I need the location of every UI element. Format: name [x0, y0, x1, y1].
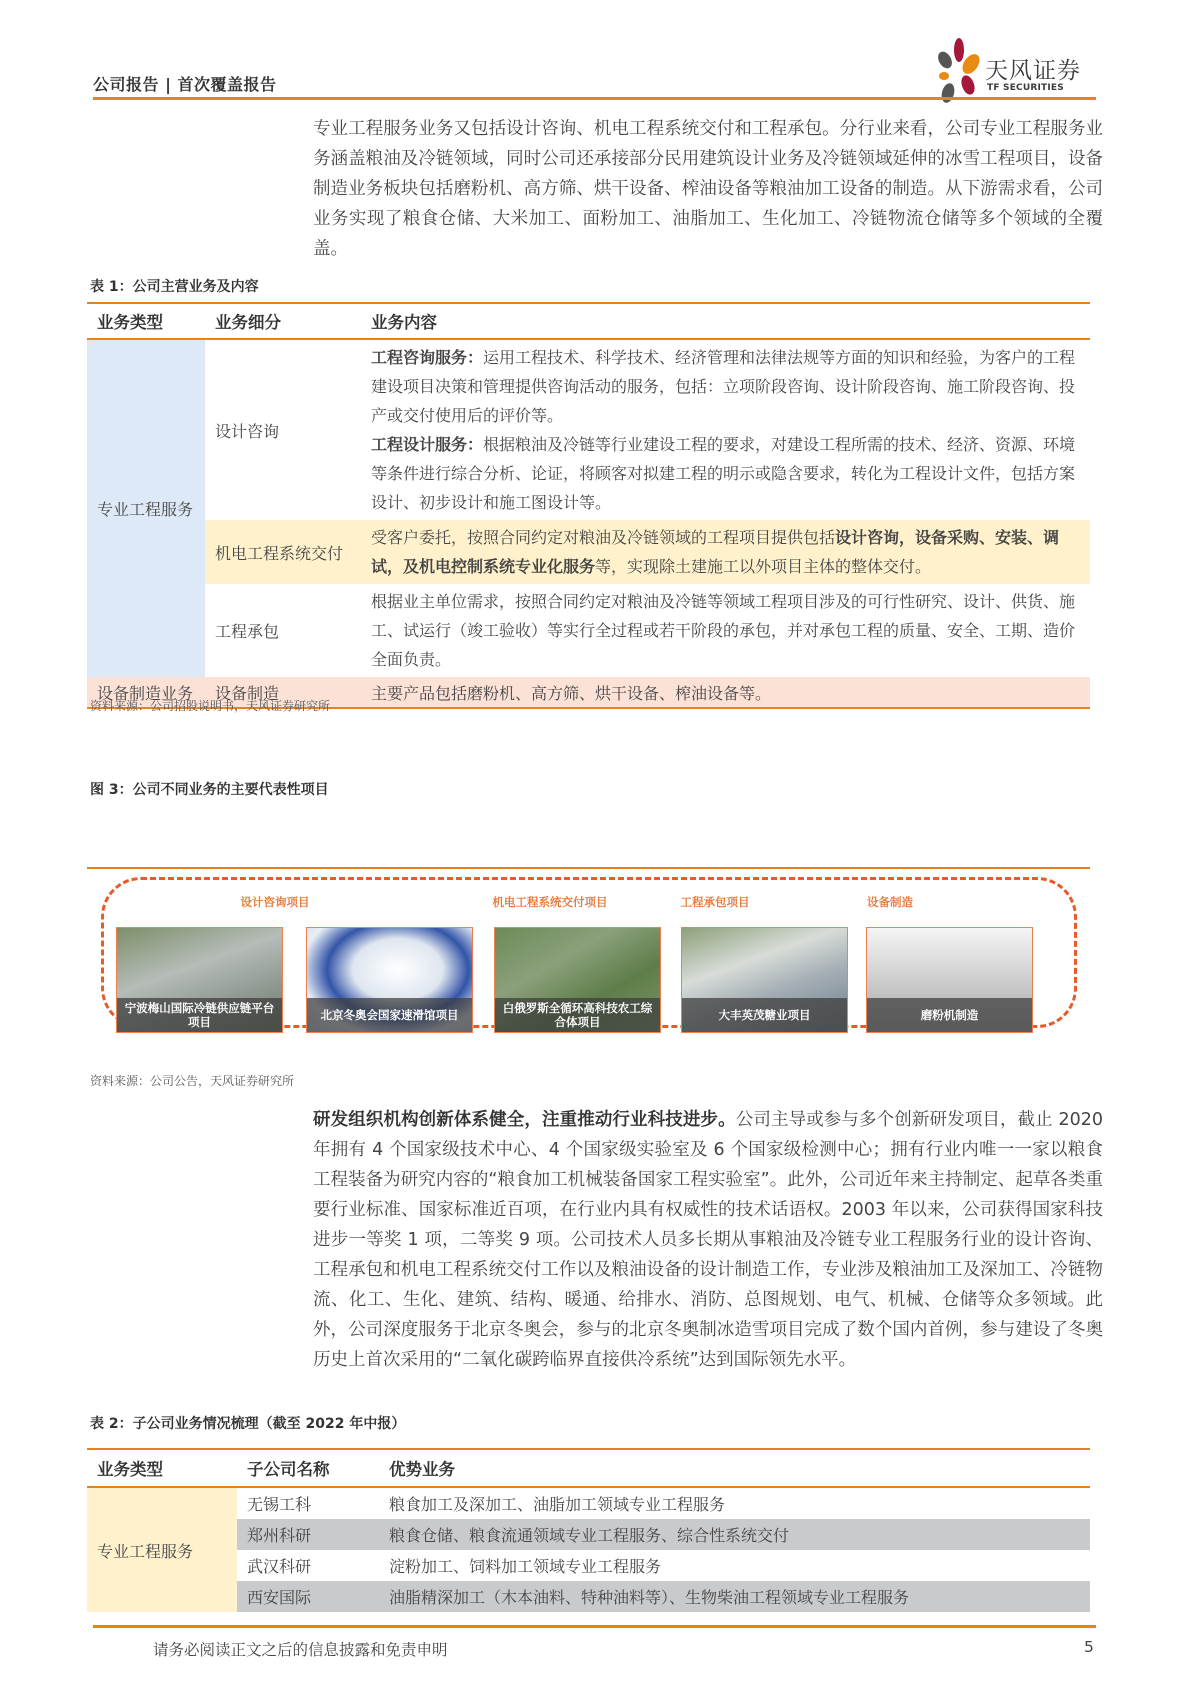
fig-col-title: 设备制造	[867, 895, 913, 909]
cell-business: 粮食仓储、粮食流通领域专业工程服务、综合性系统交付	[389, 1526, 790, 1545]
cell-content	[361, 339, 1090, 520]
col-header-content: 业务内容	[361, 303, 1090, 339]
cell-content: 主要产品包括磨粉机、高方筛、烘干设备、榨油设备等。	[361, 677, 1090, 708]
table1-source: 资料来源：公司招股说明书，天风证券研究所	[90, 699, 331, 713]
intro-paragraph: 专业工程服务业务又包括设计咨询、机电工程系统交付和工程承包。分行业来看，公司专业工程服务业务涵盖粮油及冷链领域，同时公司还承接部分民用建筑设计业务及冷链领域延伸的冰雪工程项目，设备制造业务板块包括磨粉机、高方筛、烘干设备、榨油设备等粮油加工设备的制造。从下游需求看，公司业务实现了粮食仓储、大米加工、面粉加工、油脂加工、生化加工、冷链物流仓储等多个领域的全覆盖。	[313, 119, 1103, 259]
cell-sub: 设计咨询	[215, 421, 280, 441]
project-image-label: 磨粉机制造	[867, 998, 1032, 1032]
project-image	[306, 927, 473, 1033]
content-text: 等，实现除土建施工以外项目主体的整体交付。	[595, 557, 932, 576]
fig-col-title: 工程承包项目	[680, 895, 750, 909]
rd-paragraph	[313, 1105, 1103, 1375]
logo-text-cn: 天风证券	[985, 58, 1081, 84]
col-header-type: 业务类型	[87, 303, 205, 339]
cell-sub: 设备制造	[205, 677, 361, 708]
cell-content	[361, 520, 1090, 584]
project-image	[116, 927, 283, 1033]
project-image-label: 北京冬奥会国家速滑馆项目	[307, 998, 472, 1032]
table-row	[87, 1581, 1090, 1612]
cell-business: 油脂精深加工（木本油料、特种油料等）、生物柴油工程领域专业工程服务	[389, 1588, 910, 1607]
table2-caption: 表 2：子公司业务情况梳理（截至 2022 年中报）	[90, 1416, 406, 1432]
col-header-name: 子公司名称	[237, 1449, 379, 1487]
logo-text-en: TF SECURITIES	[987, 83, 1064, 93]
content-text: 受客户委托，按照合同约定对粮油及冷链领域的工程项目提供包括	[371, 528, 836, 547]
cell-sub: 机电工程系统交付	[215, 543, 344, 563]
table-header-row	[87, 1449, 1090, 1487]
col-header-business: 优势业务	[379, 1449, 1090, 1487]
cell-type: 专业工程服务	[87, 1487, 237, 1612]
project-image	[866, 927, 1033, 1033]
table1-caption: 表 1：公司主营业务及内容	[90, 279, 259, 295]
content-text: 运用工程技术、科学技术、经济管理和法律法规等方面的知识和经验，为客户的工程建设项目决策和管理提供咨询活动的服务，包括：立项阶段咨询、设计阶段咨询、施工阶段咨询、投产或交付使用后的评价等。	[371, 348, 1076, 425]
figure3-caption: 图 3：公司不同业务的主要代表性项目	[90, 782, 329, 798]
figure-divider	[87, 867, 1090, 869]
footer-divider	[93, 1625, 1096, 1628]
cell-name: 西安国际	[247, 1588, 312, 1607]
rd-lead: 研发组织机构创新体系健全，注重推动行业科技进步。	[313, 1110, 736, 1130]
tf-securities-logo	[935, 38, 1105, 104]
content-heading: 工程咨询服务：	[371, 348, 484, 367]
table-row	[87, 520, 1090, 584]
cell-name: 郑州科研	[247, 1526, 312, 1545]
cell-business: 淀粉加工、饲料加工领域专业工程服务	[389, 1557, 662, 1576]
cell-business: 粮食加工及深加工、油脂加工领域专业工程服务	[389, 1495, 726, 1514]
project-image-label: 大丰英茂糖业项目	[682, 998, 847, 1032]
flower-logo-icon	[935, 38, 983, 104]
content-text: 根据粮油及冷链等行业建设工程的要求，对建设工程所需的技术、经济、资源、环境等条件进行综合分析、论证，将顾客对拟建工程的明示或隐含要求，转化为工程设计文件，包括方案设计、初步设计和施工图设计等。	[371, 435, 1076, 512]
table-row	[87, 339, 1090, 520]
cell-sub: 工程承包	[215, 622, 280, 641]
project-image	[494, 927, 661, 1033]
col-header-sub: 业务细分	[205, 303, 361, 339]
project-image-label: 白俄罗斯全循环高科技农工综合体项目	[495, 998, 660, 1032]
project-image-label: 宁波梅山国际冷链供应链平台项目	[117, 998, 282, 1032]
table-row	[87, 1519, 1090, 1550]
header-divider	[93, 97, 1096, 100]
col-header-type: 业务类型	[87, 1449, 237, 1487]
rd-text: 公司主导或参与多个创新研发项目，截止 2020 年拥有 4 个国家级技术中心、4 个国家级实验室及 6 个国家级检测中心；拥有行业内唯一一家以粮食工程装备为研究内容的“粮食加工机械装备国家工程实验室”。此外，公司近年来主持制定、起草各类重要行业标准、国家标准近百项，在行业内具有权威性的技术话语权。2003 年以来，公司获得国家科技进步一等奖 1 项，二等奖 9 项。公司技术人员多长期从事粮油及冷链专业工程服务行业的设计咨询、工程承包和机电工程系统交付工作以及粮油设备的设计制造工作，专业涉及粮油加工及深加工、冷链物流、化工、生化、建筑、结构、暖通、给排水、消防、总图规划、电气、机械、仓储等众多领域。此外，公司深度服务于北京冬奥会，参与的北京冬奥制冰造雪项目完成了数个国内首例，参与建设了冬奥历史上首次采用的“二氧化碳跨临界直接供冷系统”达到国际领先水平。	[313, 1110, 1103, 1370]
table-header-row	[87, 303, 1090, 339]
footer-disclaimer: 请务必阅读正文之后的信息披露和免责申明	[153, 1641, 448, 1659]
cell-type: 专业工程服务	[87, 339, 205, 677]
cell-name: 武汉科研	[247, 1557, 312, 1576]
report-type-header: 公司报告 | 首次覆盖报告	[93, 75, 277, 94]
cell-content: 根据业主单位需求，按照合同约定对粮油及冷链等领域工程项目涉及的可行性研究、设计、供货、施工、试运行（竣工验收）等实行全过程或若干阶段的承包，并对承包工程的质量、安全、工期、造价全面负责。	[371, 592, 1076, 669]
content-bold-text: 设计咨询，设备采购、安装、调试，及机电控制系统专业化服务	[371, 528, 1060, 576]
subsidiary-table	[87, 1448, 1090, 1612]
project-image	[681, 927, 848, 1033]
fig-col-title: 机电工程系统交付项目	[492, 895, 608, 909]
figure3-source: 资料来源：公司公告，天风证券研究所	[90, 1074, 295, 1088]
table-row	[87, 584, 1090, 677]
table-row	[87, 1550, 1090, 1581]
cell-name: 无锡工科	[247, 1495, 312, 1514]
fig-col-title: 设计咨询项目	[240, 895, 310, 909]
cell-type: 设备制造业务	[87, 677, 205, 708]
page-number: 5	[1084, 1638, 1094, 1656]
content-heading: 工程设计服务：	[371, 435, 484, 454]
business-table	[87, 302, 1090, 709]
table-row	[87, 1487, 1090, 1519]
